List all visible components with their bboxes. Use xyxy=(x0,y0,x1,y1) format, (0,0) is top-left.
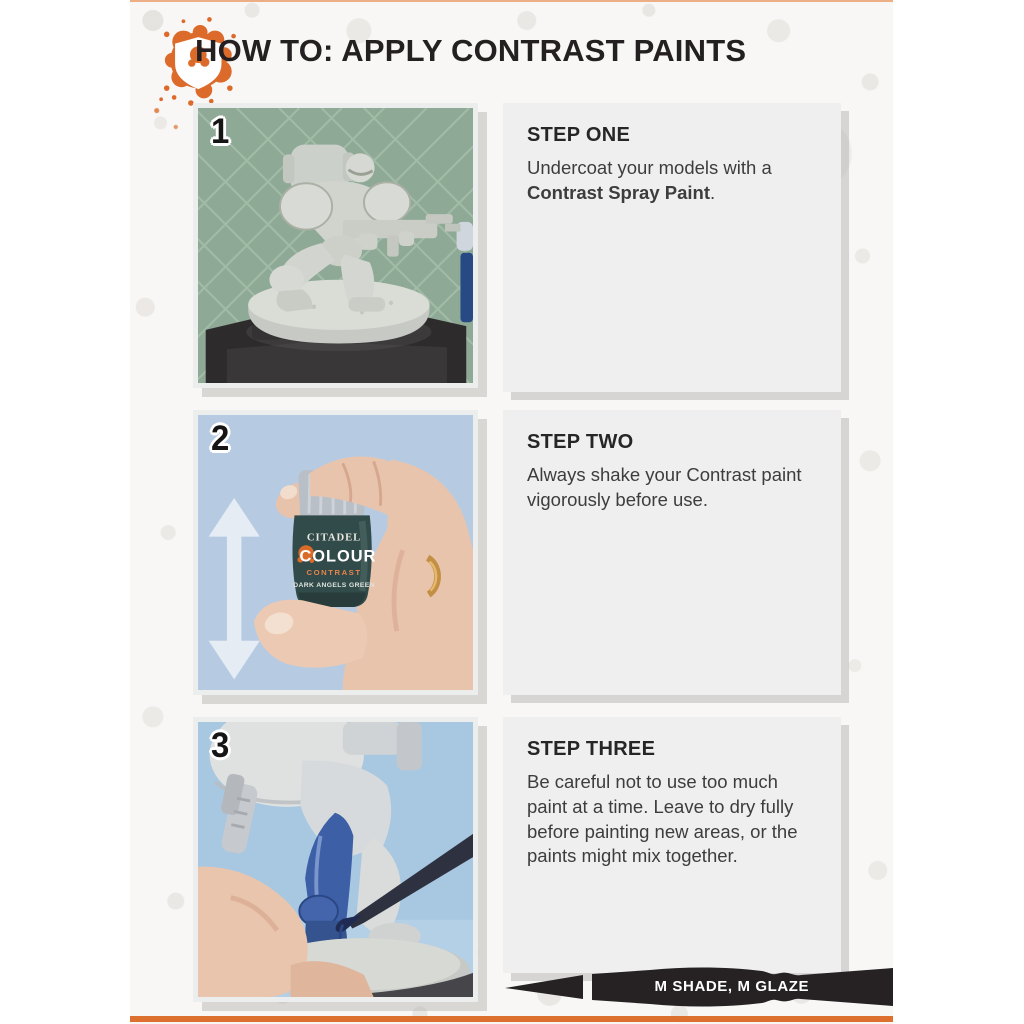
step1-heading: STEP ONE xyxy=(527,124,631,146)
step2-description: Always shake your Contrast paint vigorously before use. xyxy=(527,464,802,510)
step2-heading: STEP TWO xyxy=(527,431,634,453)
page-title: HOW TO: APPLY CONTRAST PAINTS xyxy=(195,33,747,68)
step-row-2 xyxy=(130,410,893,710)
step1-text-box xyxy=(503,103,841,392)
step-row-1 xyxy=(130,103,893,403)
step1-number-badge: 1 xyxy=(211,112,230,151)
footer-banner xyxy=(500,966,893,1008)
svg-text:COLOUR: COLOUR xyxy=(299,547,377,566)
painting-leg-illustration xyxy=(198,722,473,997)
step3-photo xyxy=(193,717,478,1002)
undercoated-model-illustration xyxy=(198,108,473,383)
svg-text:CITADEL: CITADEL xyxy=(306,532,362,544)
step3-text-box xyxy=(503,717,841,973)
bottom-orange-bar xyxy=(130,1016,893,1022)
step1-photo xyxy=(193,103,478,388)
svg-text:CONTRAST: CONTRAST xyxy=(306,568,362,578)
shaking-pot-illustration xyxy=(198,415,473,690)
step3-number-badge: 3 xyxy=(211,726,230,765)
svg-text:DARK ANGELS GREEN: DARK ANGELS GREEN xyxy=(293,581,375,589)
step2-number-badge: 2 xyxy=(211,419,230,458)
step3-heading: STEP THREE xyxy=(527,738,656,760)
step3-description: Be careful not to use too much paint at a time. Leave to dry fully before painting new areas, or the paints might mix together. xyxy=(527,771,798,867)
top-border-line xyxy=(130,0,893,2)
poster-design-area xyxy=(130,0,893,1024)
step2-text-box xyxy=(503,410,841,695)
step2-photo xyxy=(193,410,478,695)
footer-banner-label: M SHADE, M GLAZE xyxy=(654,977,810,995)
step1-description: Undercoat your models with a Contrast Spray Paint. xyxy=(527,157,772,203)
